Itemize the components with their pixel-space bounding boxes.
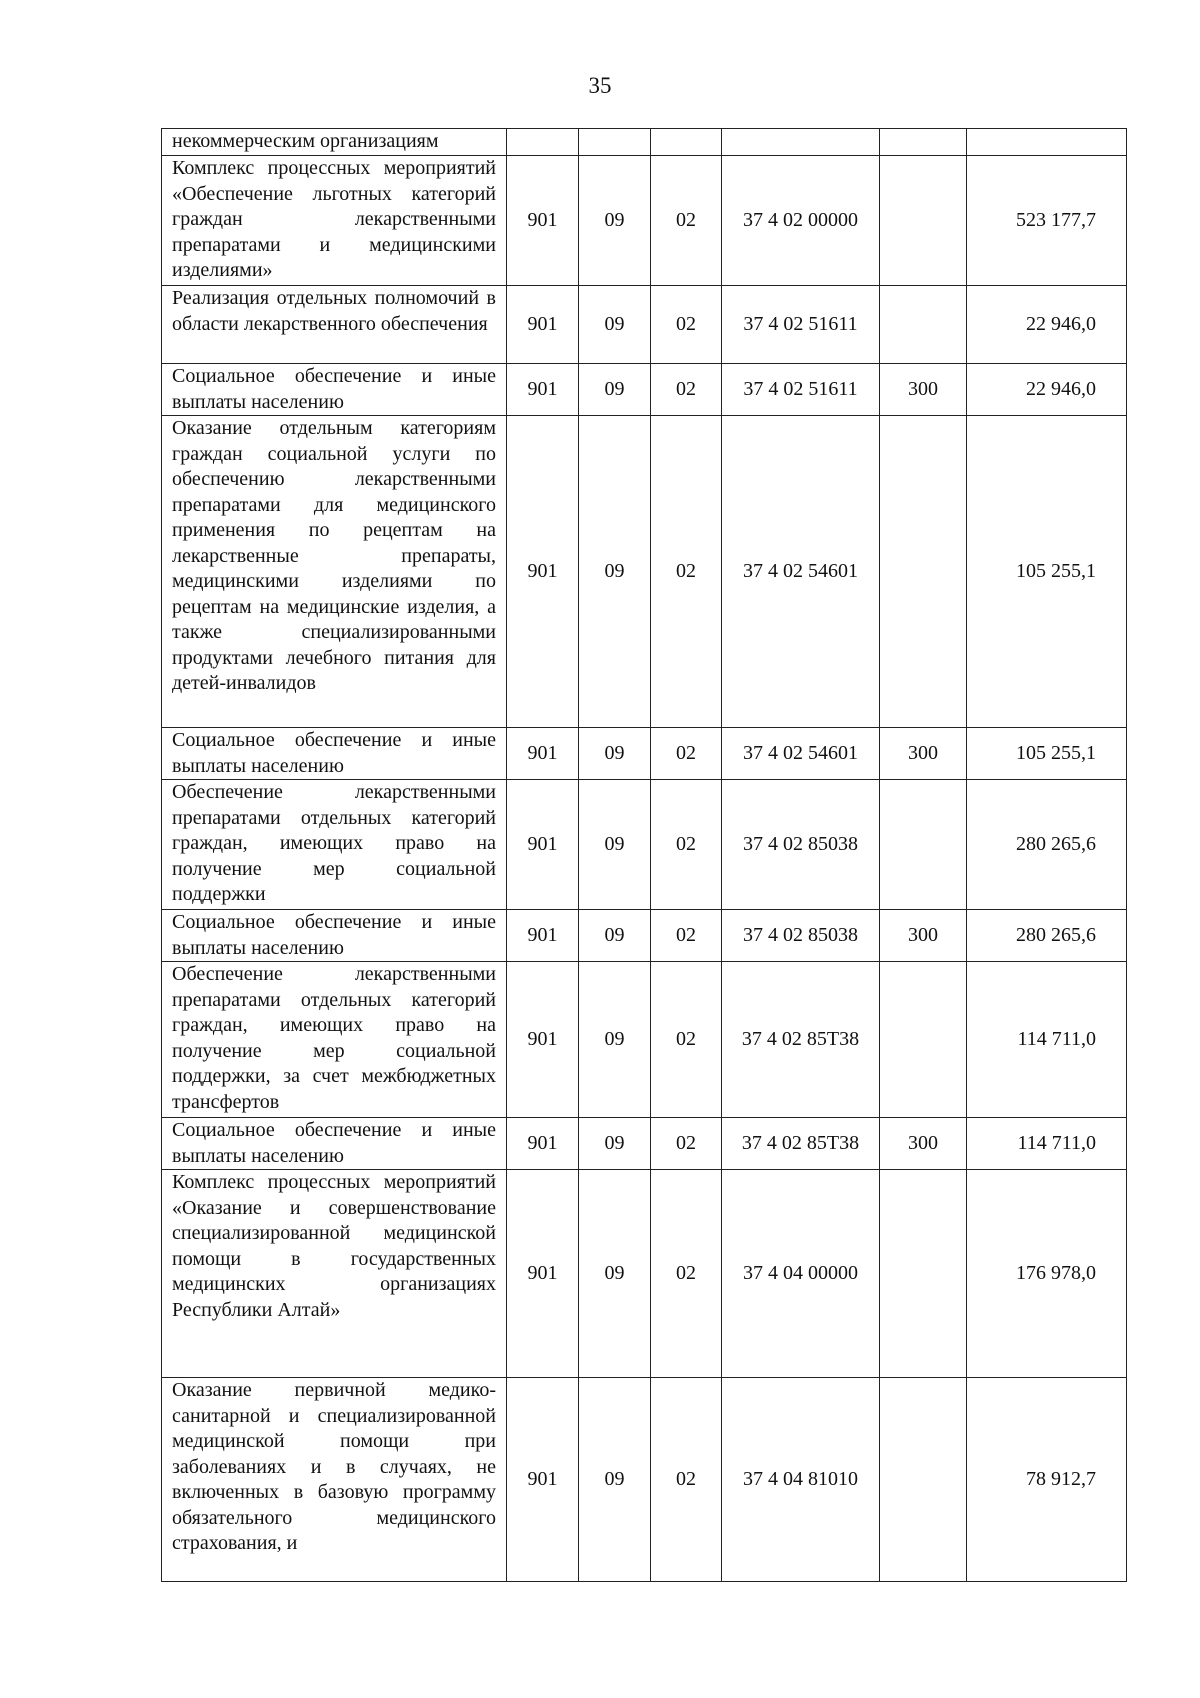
row-name-cell: Социальное обеспечение и иные выплаты населению <box>162 910 507 962</box>
row-name-cell: Комплекс процессных мероприятий «Обеспечение льготных категорий граждан лекарственными препаратами и медицинскими изделиями» <box>162 156 507 286</box>
section-code-cell: 09 <box>579 1170 651 1378</box>
target-article-cell: 37 4 02 54601 <box>722 416 880 728</box>
subsection-code-cell: 02 <box>651 728 722 780</box>
expense-type-cell <box>880 962 967 1118</box>
target-article-cell: 37 4 02 54601 <box>722 728 880 780</box>
row-name-cell: некоммерческим организациям <box>162 129 507 156</box>
table-row <box>162 1170 1127 1378</box>
table-row <box>162 416 1127 728</box>
amount-cell: 105 255,1 <box>967 728 1127 780</box>
subsection-code-cell: 02 <box>651 1378 722 1582</box>
grbs-code-cell: 901 <box>507 962 579 1118</box>
expense-type-cell <box>880 129 967 156</box>
grbs-code-cell: 901 <box>507 364 579 416</box>
table-row <box>162 962 1127 1118</box>
target-article-cell: 37 4 02 51611 <box>722 286 880 364</box>
subsection-code-cell: 02 <box>651 416 722 728</box>
expense-type-cell: 300 <box>880 728 967 780</box>
row-name-cell: Социальное обеспечение и иные выплаты населению <box>162 728 507 780</box>
amount-cell: 22 946,0 <box>967 286 1127 364</box>
table-row <box>162 286 1127 364</box>
grbs-code-cell: 901 <box>507 1378 579 1582</box>
amount-cell <box>967 129 1127 156</box>
amount-cell: 114 711,0 <box>967 1118 1127 1170</box>
table-row <box>162 129 1127 156</box>
expense-type-cell <box>880 780 967 910</box>
row-name-cell: Обеспечение лекарственными препаратами отдельных категорий граждан, имеющих право на получение мер социальной поддержки, за счет межбюджетных трансфертов <box>162 962 507 1118</box>
amount-cell: 280 265,6 <box>967 780 1127 910</box>
amount-cell: 280 265,6 <box>967 910 1127 962</box>
target-article-cell: 37 4 02 51611 <box>722 364 880 416</box>
target-article-cell: 37 4 02 85Т38 <box>722 1118 880 1170</box>
amount-cell: 78 912,7 <box>967 1378 1127 1582</box>
subsection-code-cell: 02 <box>651 1170 722 1378</box>
row-name-cell: Обеспечение лекарственными препаратами отдельных категорий граждан, имеющих право на получение мер социальной поддержки <box>162 780 507 910</box>
expense-type-cell <box>880 286 967 364</box>
section-code-cell: 09 <box>579 286 651 364</box>
section-code-cell: 09 <box>579 962 651 1118</box>
row-name-cell: Социальное обеспечение и иные выплаты населению <box>162 364 507 416</box>
target-article-cell: 37 4 02 85038 <box>722 910 880 962</box>
section-code-cell: 09 <box>579 728 651 780</box>
expense-type-cell: 300 <box>880 1118 967 1170</box>
grbs-code-cell: 901 <box>507 728 579 780</box>
subsection-code-cell: 02 <box>651 780 722 910</box>
budget-table <box>161 128 1127 1582</box>
target-article-cell: 37 4 04 81010 <box>722 1378 880 1582</box>
amount-cell: 22 946,0 <box>967 364 1127 416</box>
grbs-code-cell: 901 <box>507 156 579 286</box>
amount-cell: 523 177,7 <box>967 156 1127 286</box>
grbs-code-cell: 901 <box>507 1118 579 1170</box>
expense-type-cell <box>880 156 967 286</box>
table-row <box>162 156 1127 286</box>
target-article-cell: 37 4 04 00000 <box>722 1170 880 1378</box>
target-article-cell: 37 4 02 85Т38 <box>722 962 880 1118</box>
row-name-cell: Комплекс процессных мероприятий «Оказание и совершенствование специализированной медицинской помощи в государственных медицинских организациях Республики Алтай» <box>162 1170 507 1378</box>
section-code-cell: 09 <box>579 416 651 728</box>
row-name-cell: Социальное обеспечение и иные выплаты населению <box>162 1118 507 1170</box>
table-row <box>162 910 1127 962</box>
amount-cell: 176 978,0 <box>967 1170 1127 1378</box>
grbs-code-cell: 901 <box>507 286 579 364</box>
section-code-cell: 09 <box>579 780 651 910</box>
row-name-cell: Оказание отдельным категориям граждан социальной услуги по обеспечению лекарственными препаратами для медицинского применения по рецептам на лекарственные препараты, медицинскими изделиями по рецептам на медицинские изделия, а также специализированными продуктами лечебного питания для детей-инвалидов <box>162 416 507 728</box>
grbs-code-cell: 901 <box>507 1170 579 1378</box>
section-code-cell: 09 <box>579 1378 651 1582</box>
expense-type-cell <box>880 1170 967 1378</box>
grbs-code-cell: 901 <box>507 416 579 728</box>
target-article-cell: 37 4 02 85038 <box>722 780 880 910</box>
subsection-code-cell: 02 <box>651 364 722 416</box>
row-name-cell: Реализация отдельных полномочий в области лекарственного обеспечения <box>162 286 507 364</box>
subsection-code-cell: 02 <box>651 962 722 1118</box>
subsection-code-cell: 02 <box>651 910 722 962</box>
section-code-cell: 09 <box>579 1118 651 1170</box>
expense-type-cell: 300 <box>880 910 967 962</box>
amount-cell: 114 711,0 <box>967 962 1127 1118</box>
subsection-code-cell: 02 <box>651 286 722 364</box>
target-article-cell <box>722 129 880 156</box>
subsection-code-cell <box>651 129 722 156</box>
grbs-code-cell: 901 <box>507 910 579 962</box>
table-row <box>162 728 1127 780</box>
table-row <box>162 1378 1127 1582</box>
table-row <box>162 1118 1127 1170</box>
budget-table-body <box>162 129 1127 1582</box>
expense-type-cell <box>880 416 967 728</box>
section-code-cell: 09 <box>579 156 651 286</box>
grbs-code-cell <box>507 129 579 156</box>
section-code-cell <box>579 129 651 156</box>
subsection-code-cell: 02 <box>651 1118 722 1170</box>
section-code-cell: 09 <box>579 910 651 962</box>
subsection-code-cell: 02 <box>651 156 722 286</box>
table-row <box>162 364 1127 416</box>
target-article-cell: 37 4 02 00000 <box>722 156 880 286</box>
expense-type-cell <box>880 1378 967 1582</box>
section-code-cell: 09 <box>579 364 651 416</box>
expense-type-cell: 300 <box>880 364 967 416</box>
grbs-code-cell: 901 <box>507 780 579 910</box>
table-row <box>162 780 1127 910</box>
amount-cell: 105 255,1 <box>967 416 1127 728</box>
row-name-cell: Оказание первичной медико-санитарной и специализированной медицинской помощи при заболеваниях и в случаях, не включенных в базовую программу обязательного медицинского страхования, и <box>162 1378 507 1582</box>
page-number: 35 <box>588 73 612 98</box>
